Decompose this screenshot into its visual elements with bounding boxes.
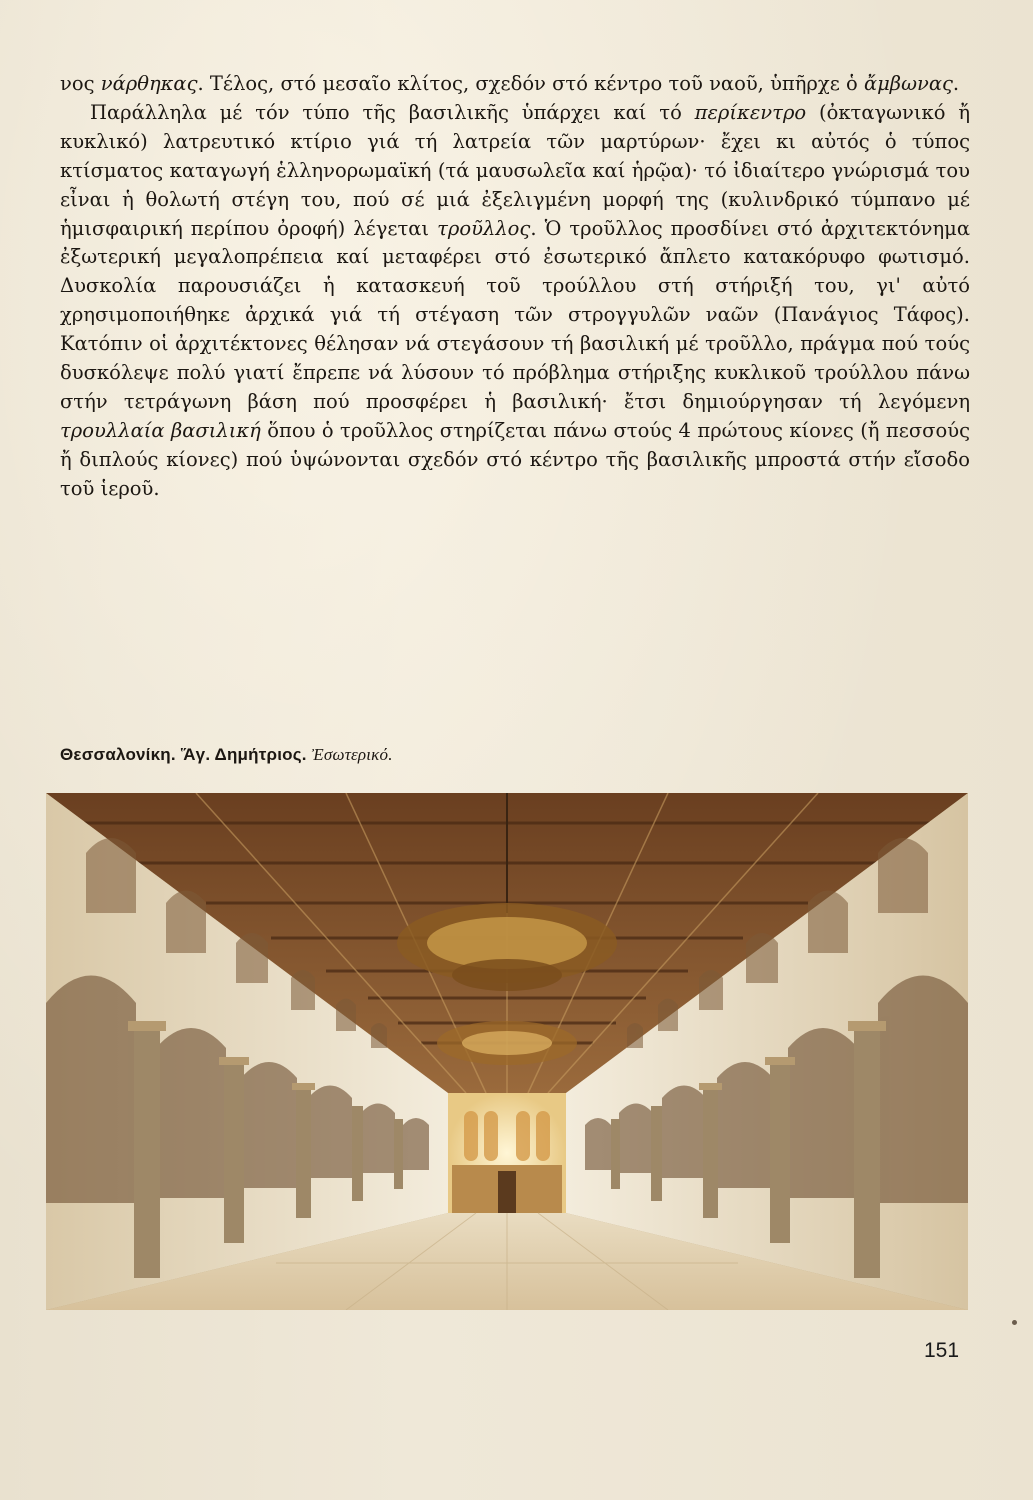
paragraph-2 <box>60 99 970 504</box>
term-troullaia-basiliki: τρουλλαία βασιλική <box>60 418 261 442</box>
text-run: . Τέλος, στό μεσαῖο κλίτος, σχεδόν στό κέντρο τοῦ ναοῦ, ὑπῆρχε ὁ <box>197 72 864 95</box>
text-run: Παράλληλα μέ τόν τύπο τῆς βασιλικῆς ὑπάρχει καί τό <box>90 100 695 124</box>
church-interior-photo <box>46 793 968 1310</box>
term-perikentro: περίκεντρο <box>694 100 807 124</box>
term-narthex: νάρθηκας <box>100 72 198 95</box>
body-text <box>60 70 970 504</box>
term-ambo: ἄμβωνας <box>863 72 953 95</box>
text-run: νος <box>60 72 101 95</box>
text-run: ὅπου ὁ τροῦλλος στηρίζεται πάνω στούς 4 πρώτους κίονες (ἤ πεσσούς ἤ διπλούς κίονες) πού ὑψώνονται σχεδόν στό κέντρο τῆς βασιλικῆς μπροστά στήν εἴσοδο τοῦ ἱεροῦ. <box>60 418 970 500</box>
term-troullos: τροῦλλος <box>437 216 531 240</box>
paragraph-1 <box>60 70 970 99</box>
page-number: 151 <box>924 1339 960 1362</box>
text-run: . <box>952 72 960 95</box>
caption-subtitle: Ἐσωτερικό. <box>311 745 393 764</box>
text-run: . Ὁ τροῦλλος προσδίνει στό ἀρχιτεκτόνημα ἐξωτερική μεγαλοπρέπεια καί μεταφέρει στό ἐσωτερικό ἄπλετο κατακόρυφο φωτισμό. Δυσκολία παρουσιάζει ἡ κατασκευή τοῦ τρούλλου στή στήριξή του, γι' αὐτό χρησιμοποιήθηκε ἀρχικά γιά τή στέγαση τῶν στρογγυλῶν ναῶν (Πανάγιος Τάφος). Κατόπιν οἱ ἀρχιτέκτονες θέλησαν νά στεγάσουν τή βασιλική μέ τροῦλλο, πράγμα πού τούς δυσκόλεψε πολύ γιατί ἔπρεπε νά λύσουν τό πρόβλημα στήριξης κυκλικοῦ τρούλλου πάνω στήν τετράγωνη βάση πού προσφέρει ἡ βασιλική· ἔτσι δημιούργησαν τή λεγόμενη <box>60 216 970 413</box>
show-through-text <box>50 676 54 693</box>
figure-caption <box>60 745 960 765</box>
text-run: (ὀκταγωνικό ἤ κυκλικό) λατρευτικό κτίριο γιά τή λατρεία τῶν μαρτύρων· ἔχει κι αὐτός ὁ τύπος κτίσματος καταγωγή ἑλληνορωμαϊκή (τά μαυσωλεῖα καί ἡρῷα)· τό ἰδιαίτερο γνώρισμά του εἶναι ἡ θολωτή στέγη του, πού σέ μιά ἐξελιγμένη μορφή της (κυλινδρικό τύμπανο μέ ἡμισφαιρική περίπου ὀροφή) λέγεται <box>60 100 970 240</box>
photo-illustration <box>46 793 968 1310</box>
caption-title: Θεσσαλονίκη. Ἅγ. Δημήτριος. <box>60 745 307 764</box>
ink-speck <box>1012 1320 1017 1325</box>
